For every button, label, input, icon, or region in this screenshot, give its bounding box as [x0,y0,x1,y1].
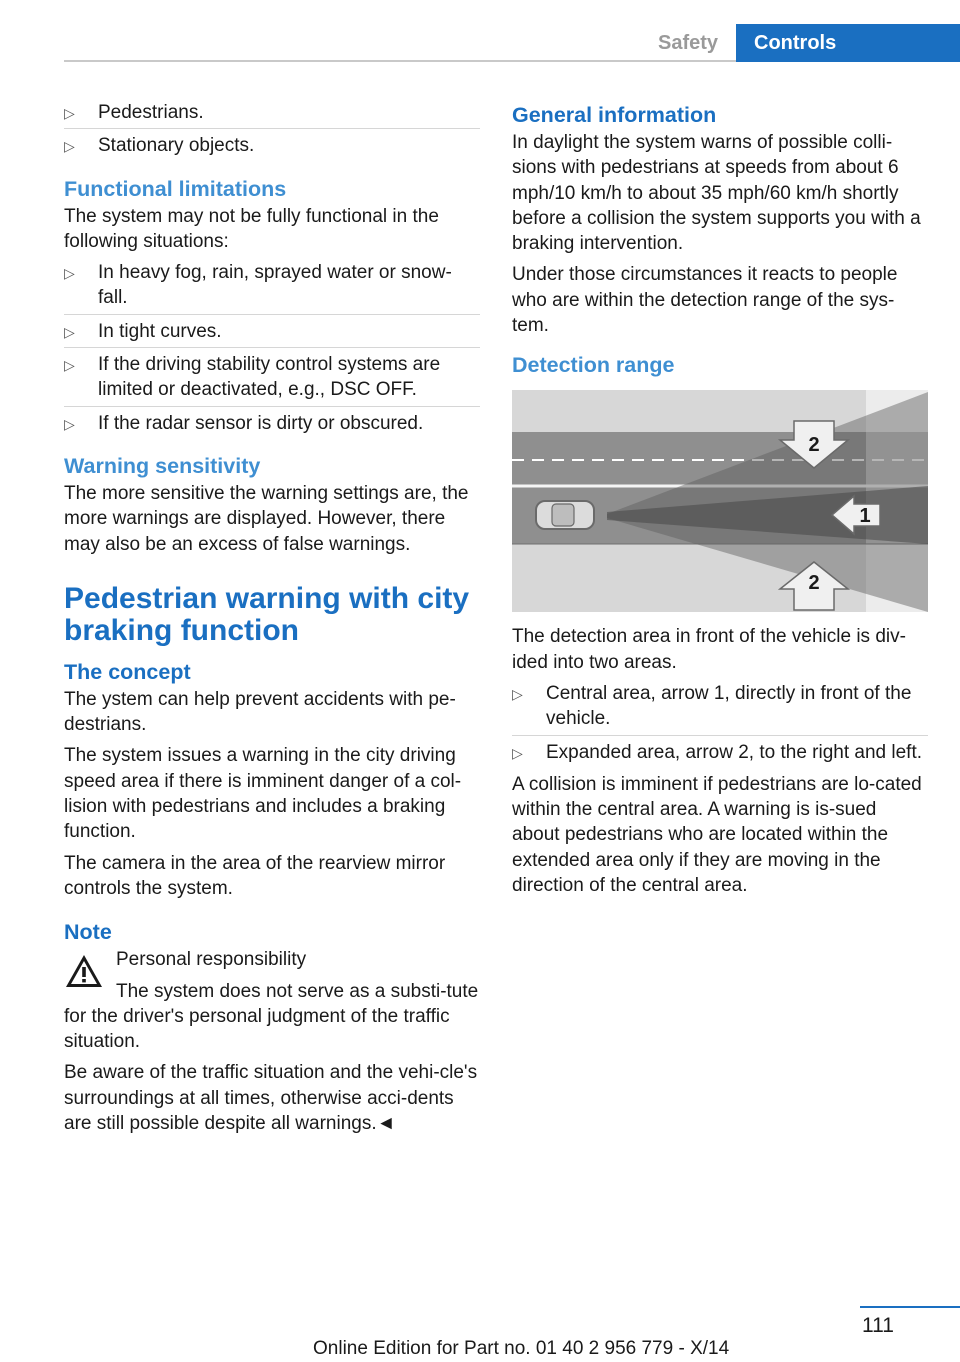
bullet-triangle-icon: ▷ [512,744,523,761]
left-column [64,100,480,1142]
list-item: ▷ In tight curves. [64,319,480,348]
general-paragraph-2: Under those circumstances it reacts to people who are within the detection range of the sys-tem. [512,264,898,337]
list-item: ▷ Pedestrians. [64,100,480,129]
list-item: ▷ Expanded area, arrow 2, to the right and left. [512,740,928,768]
list-item: ▷ Stationary objects. [64,133,480,161]
note-heading: Note [64,920,112,945]
concept-heading: The concept [64,659,191,684]
arrow-2-bottom-label: 2 [808,572,820,595]
list-item: ▷ In heavy fog, rain, sprayed water or snow-fall. [64,260,480,315]
concept-paragraph-1: The ystem can help prevent accidents with pe-destrians. [64,688,456,736]
limitations-list [64,260,480,439]
functional-limitations-heading: Functional limitations [64,176,287,201]
concept-paragraph-2: The system issues a warning in the city driving speed area if there is imminent danger of a col-lision with pedestrians and includes a braking function. [64,745,462,843]
warning-sensitivity-text: The more sensitive the warning settings are, the more warnings are displayed. However, there may also be an excess of false warnings. [64,482,469,555]
warning-triangle-icon [64,953,104,989]
note-line-1: Personal responsibility [116,949,307,971]
right-column [512,100,928,904]
list-item: ▷ If the driving stability control systems are limited or deactivated, e.g., DSC OFF. [64,352,480,407]
tab-controls[interactable]: Controls [736,24,960,62]
bullet-triangle-icon: ▷ [64,357,75,374]
footer-rule [860,1306,960,1308]
list-item: ▷ If the radar sensor is dirty or obscured. [64,411,480,439]
general-information-heading: General information [512,103,717,127]
detection-paragraph-1: The detection area in front of the vehicle is div-ided into two areas. [512,626,906,673]
footer-edition: Online Edition for Part no. 01 40 2 956 779 - X/14 [313,1338,730,1359]
detection-range-heading: Detection range [512,353,675,378]
detection-range-figure [512,390,928,612]
warning-sensitivity-heading: Warning sensitivity [64,453,261,478]
note-line-3: Be aware of the traffic situation and the vehi-cle's surroundings at all times, otherwise acci-dents are still possible despite all warnings.◄ [64,1062,478,1135]
general-paragraph-1: In daylight the system warns of possible colli-sions with pedestrians at speeds from about 6 mph/10 km/h to about 35 mph/60 km/h shortly before a collision the system supports you with a braking intervention. [512,132,921,255]
section-title: Pedestrian warning with city braking function [64,581,470,647]
arrow-2-top-label: 2 [808,434,820,457]
detection-paragraph-2: A collision is imminent if pedestrians are lo-cated within the central area. A warning is is-sued about pedestrians who are located within the extended area only if they are moving in the direction of the central area. [512,773,922,897]
bullet-triangle-icon: ▷ [64,323,75,340]
top-bullet-list [64,100,480,162]
functional-limitations-intro: The system may not be fully functional in the following situations: [64,205,439,252]
bullet-triangle-icon: ▷ [512,685,523,702]
list-item: ▷ Central area, arrow 1, directly in front of the vehicle. [512,681,928,736]
page-number: 111 [862,1314,894,1337]
arrow-1-label: 1 [859,505,871,528]
bullet-triangle-icon: ▷ [64,105,75,121]
detection-area-list [512,681,928,768]
note-line-2: The system does not serve as a substi-tute for the driver's personal judgment of the traffic situation. [64,980,479,1053]
bullet-triangle-icon: ▷ [64,415,75,432]
bullet-triangle-icon: ▷ [64,138,75,155]
tab-safety[interactable]: Safety [657,32,719,54]
concept-paragraph-3: The camera in the area of the rearview mirror controls the system. [64,852,446,899]
bullet-triangle-icon: ▷ [64,265,75,282]
note-box [64,947,480,972]
